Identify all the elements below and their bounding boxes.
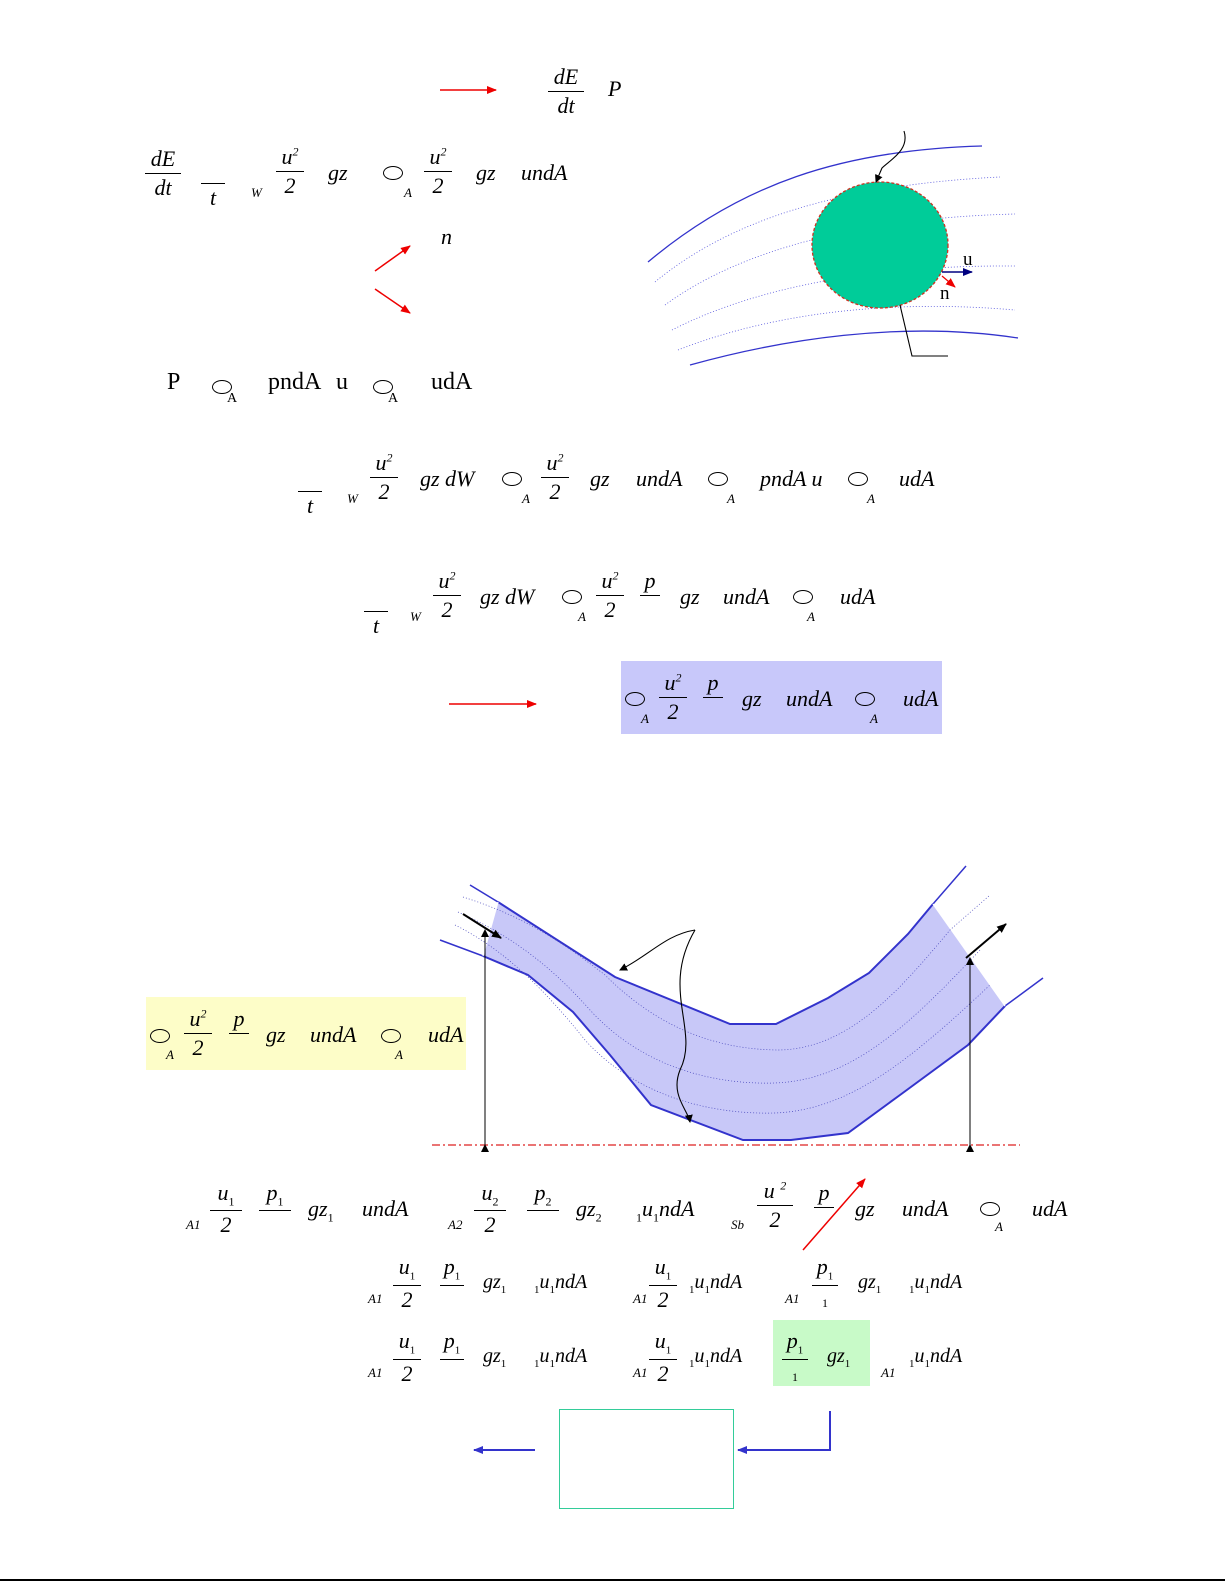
sub-A: A xyxy=(404,185,412,200)
power-udA: udA xyxy=(431,369,473,395)
contour-integral-icon xyxy=(855,692,875,706)
sub-A-y2: A xyxy=(395,1047,403,1062)
label-n-vector: n xyxy=(940,283,950,304)
channel-top-ext-left xyxy=(470,885,498,902)
sub-A-s2: A xyxy=(870,711,878,726)
sub-W-2: W xyxy=(347,491,358,506)
frac-u2-over-2-y: $u^2$ 2 xyxy=(184,1008,212,1059)
streamline-outer-bottom xyxy=(690,331,1018,365)
term-gz1-r3c: $gz_1$ xyxy=(827,1345,851,1370)
frac-p-rho-r: p xyxy=(640,570,660,621)
contour-integral-icon xyxy=(381,1029,401,1043)
sub-A-s1: A xyxy=(641,711,649,726)
eq-top-rhs: P xyxy=(608,76,622,101)
term-gz-s: gz xyxy=(742,686,762,711)
frac-partial-t: t xyxy=(201,158,225,209)
frac-u2-over-2-c: $u^2$ 2 xyxy=(370,452,398,503)
power-sub-A-2: A xyxy=(388,391,399,406)
frac-u2sq-over-2-r1: $u_2$ 2 xyxy=(474,1182,506,1236)
term-udA-y: udA xyxy=(428,1022,464,1047)
frac-p-rho-y: p xyxy=(229,1008,249,1059)
frac-usq-over-2-r1: u $^2$ 2 xyxy=(757,1180,793,1231)
frac-p1-rho1-r2: $p_1$ 1 xyxy=(812,1256,838,1311)
empty-result-box xyxy=(559,1409,734,1509)
channel-bottom-ext-left xyxy=(440,940,483,956)
label-u-vector: u xyxy=(963,249,973,270)
arrow-down-red xyxy=(375,289,410,313)
term-udA-r: udA xyxy=(840,584,876,609)
sub-A-y1: A xyxy=(166,1047,174,1062)
term-gz-c: gz xyxy=(590,466,610,491)
term-u1ndA-r2b: $_1u_1ndA$ xyxy=(689,1271,743,1296)
frac-p2-rho-r1: $p_2$ xyxy=(527,1182,559,1236)
frac-partial-t-2: t xyxy=(298,466,322,517)
sub-A-c2: A xyxy=(727,491,735,506)
page-bottom-rule xyxy=(0,1579,1225,1581)
term-gz2-r1: $gz_2$ xyxy=(576,1196,602,1225)
label-n: n xyxy=(441,224,452,249)
control-volume-body xyxy=(812,182,948,308)
sub-A1-row3a: A1 xyxy=(368,1365,383,1380)
control-volume-diagram xyxy=(648,131,1018,365)
power-sub-A-1: A xyxy=(227,391,238,406)
power-P: P xyxy=(167,369,181,395)
frac-u1sq-over-2-r2b: $u_1$ 2 xyxy=(649,1256,677,1311)
frac-p1-rho1-r3: $p_1$ 1 xyxy=(782,1330,808,1385)
sub-A-c1: A xyxy=(522,491,530,506)
sub-Sb-row1: Sb xyxy=(731,1217,744,1232)
frac-u1sq-over-2-r3: $u_1$ 2 xyxy=(393,1330,421,1385)
term-udA-s: udA xyxy=(903,686,939,711)
term-undA-r1: undA xyxy=(362,1196,409,1221)
frac-p-rho-s: p xyxy=(703,672,723,723)
leader-curve-top xyxy=(876,131,905,182)
term-undA-sb: undA xyxy=(902,1196,949,1221)
term-gz1-r1: $gz_1$ xyxy=(308,1196,334,1225)
term-undA-c: undA xyxy=(636,466,683,491)
term-gz-b: gz xyxy=(476,160,496,185)
term-undA-r: undA xyxy=(723,584,770,609)
power-u: u xyxy=(336,369,348,395)
power-pndA: pndA xyxy=(268,369,322,395)
term-undA: undA xyxy=(521,160,568,185)
frac-p1-rho-r1: $p_1$ xyxy=(259,1182,291,1236)
term-gz1-r3: $gz_1$ xyxy=(483,1345,507,1370)
sub-A1-row2b: A1 xyxy=(633,1291,648,1306)
frac-u1sq-over-2-r1: $u_1$ 2 xyxy=(210,1182,242,1236)
sub-A1-row1: A1 xyxy=(186,1217,201,1232)
channel-diagram xyxy=(432,866,1043,1145)
sub-A1-row3b: A1 xyxy=(633,1365,648,1380)
frac-p1-rho-r3: $p_1$ xyxy=(440,1330,464,1385)
contour-integral-icon xyxy=(708,472,728,486)
frac-u2-over-2-f: $u^2$ 2 xyxy=(596,570,624,621)
frac-u2-over-2-d: $u^2$ 2 xyxy=(541,452,569,503)
frac-p1-rho-r2: $p_1$ xyxy=(440,1256,464,1311)
sub-A-r1: A xyxy=(578,609,586,624)
term-gz-y: gz xyxy=(266,1022,286,1047)
channel-bottom-ext-right xyxy=(1005,978,1043,1006)
term-pndAu: pndA u xyxy=(760,466,823,491)
term-gz-sb: gz xyxy=(855,1196,875,1221)
sub-A-r2: A xyxy=(807,609,815,624)
term-u1ndA-r1: $_1u_1ndA$ xyxy=(636,1196,695,1225)
frac-u1sq-over-2-r3b: $u_1$ 2 xyxy=(649,1330,677,1385)
frac-u2-over-2-e: $u^2$ 2 xyxy=(433,570,461,621)
sub-A1-row2a: A1 xyxy=(368,1291,383,1306)
frac-u1sq-over-2-r2: $u_1$ 2 xyxy=(393,1256,421,1311)
contour-integral-icon xyxy=(562,590,582,604)
sub-A1-row3c: A1 xyxy=(881,1365,896,1380)
term-u1ndA-r3b: $_1u_1ndA$ xyxy=(689,1345,743,1370)
sub-A2-row1: A2 xyxy=(448,1217,463,1232)
term-udA-c: udA xyxy=(899,466,935,491)
term-u1ndA-r2a: $_1u_1ndA$ xyxy=(534,1271,588,1296)
term-gzdW-2: gz dW xyxy=(480,584,535,609)
contour-integral-icon xyxy=(383,166,403,180)
contour-integral-icon xyxy=(502,472,522,486)
term-undA-y: undA xyxy=(310,1022,357,1047)
channel-top-ext-right xyxy=(933,866,966,904)
term-undA-s: undA xyxy=(786,686,833,711)
frac-partial-t-3: t xyxy=(364,586,388,637)
term-u1ndA-r3c: $_1u_1ndA$ xyxy=(909,1345,963,1370)
sub-A-sb: A xyxy=(995,1219,1003,1234)
contour-integral-icon xyxy=(980,1202,1000,1216)
term-gz1-r2: $gz_1$ xyxy=(483,1271,507,1296)
channel-fill xyxy=(483,902,1005,1140)
contour-integral-icon xyxy=(625,692,645,706)
arrow-up-red xyxy=(375,246,410,271)
frac-u2-over-2-b: $u^2$ 2 xyxy=(424,146,452,197)
frac-u2-over-2-a: $u^2$ 2 xyxy=(276,146,304,197)
term-udA-sb: udA xyxy=(1032,1196,1068,1221)
bracket-arrow-blue xyxy=(738,1411,830,1450)
leader-wall-curve xyxy=(620,930,695,970)
frac-p-rho-r1: p xyxy=(814,1182,834,1233)
term-u1ndA-r2c: $_1u_1ndA$ xyxy=(909,1271,963,1296)
frac-dE-dt: dE dt xyxy=(145,148,181,199)
sub-A1-row2c: A1 xyxy=(785,1291,800,1306)
frac-dE-dt-top: dE dt xyxy=(548,66,584,117)
outlet-velocity-arrow xyxy=(966,924,1006,958)
term-gz-a: gz xyxy=(328,160,348,185)
term-gz-r: gz xyxy=(680,584,700,609)
contour-integral-icon xyxy=(150,1029,170,1043)
sub-W-3: W xyxy=(410,609,421,624)
sub-A-c3: A xyxy=(867,491,875,506)
term-gzdW: gz dW xyxy=(420,466,475,491)
term-u1ndA-r3a: $_1u_1ndA$ xyxy=(534,1345,588,1370)
frac-u2-over-2-s: $u^2$ 2 xyxy=(659,672,687,723)
contour-integral-icon xyxy=(848,472,868,486)
contour-integral-icon xyxy=(793,590,813,604)
streamline-dotted-4 xyxy=(678,306,1015,350)
term-gz1-r2c: $gz_1$ xyxy=(858,1271,882,1296)
sub-W: W xyxy=(251,185,262,200)
